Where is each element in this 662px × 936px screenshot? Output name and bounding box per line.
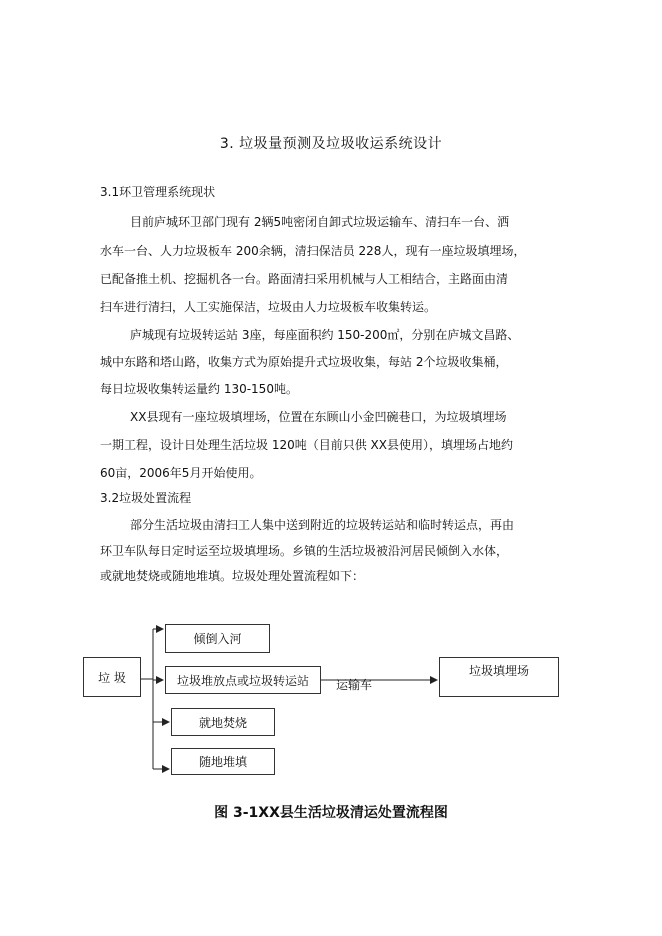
- paragraph-line: 每日垃圾收集转运量约 130-150吨。: [100, 382, 298, 396]
- paragraph-line: 目前庐城环卫部门现有 2辆5吨密闭自卸式垃圾运输车、清扫车一台、洒: [130, 215, 510, 229]
- section-heading-2: 3.2垃圾处置流程: [100, 491, 192, 505]
- chapter-title: 3. 垃圾量预测及垃圾收运系统设计: [219, 136, 443, 152]
- paragraph-line: 一期工程，设计日处理生活垃圾 120吨（目前只供 XX县使用），填埋场占地约: [100, 438, 513, 452]
- paragraph-line: 庐城现有垃圾转运站 3座，每座面积约 150-200㎡，分别在庐城文昌路、: [130, 328, 520, 342]
- river-dump-box: 倾倒入河: [165, 624, 270, 653]
- section-heading-1: 3.1环卫管理系统现状: [100, 185, 216, 199]
- source-box: 垃 圾: [83, 657, 141, 697]
- paragraph-line: 水车一台、人力垃圾板车 200余辆，清扫保洁员 228人，现有一座垃圾填埋场，: [100, 244, 526, 258]
- paragraph-line: 环卫车队每日定时运至垃圾填埋场。乡镇的生活垃圾被沿河居民倾倒入水体，: [100, 544, 509, 558]
- paragraph-line: 城中东路和塔山路，收集方式为原始提升式垃圾收集，每站 2个垃圾收集桶，: [100, 355, 508, 369]
- transport-label: 运输车: [336, 678, 373, 692]
- paragraph-line: 已配备推土机、挖掘机各一台。路面清扫采用机械与人工相结合，主路面由清: [100, 272, 509, 286]
- paragraph-line: 部分生活垃圾由清扫工人集中送到附近的垃圾转运站和临时转运点，再由: [130, 518, 515, 532]
- transfer-station-box: 垃圾堆放点或垃圾转运站: [165, 666, 321, 694]
- landfill-box: 垃圾填埋场: [439, 657, 559, 697]
- incineration-box: 就地焚烧: [171, 708, 275, 736]
- paragraph-line: 扫车进行清扫，人工实施保洁，垃圾由人力垃圾板车收集转运。: [100, 300, 437, 314]
- paragraph-line: 60亩，2006年5月开始使用。: [100, 466, 262, 480]
- figure-caption: 图 3-1XX县生活垃圾清运处置流程图: [214, 805, 448, 821]
- random-fill-box: 随地堆填: [171, 748, 275, 775]
- paragraph-line: XX县现有一座垃圾填埋场，位置在东顾山小金凹碗巷口，为垃圾填埋场: [130, 410, 507, 424]
- paragraph-line: 或就地焚烧或随地堆填。垃圾处理处置流程如下：: [100, 569, 365, 583]
